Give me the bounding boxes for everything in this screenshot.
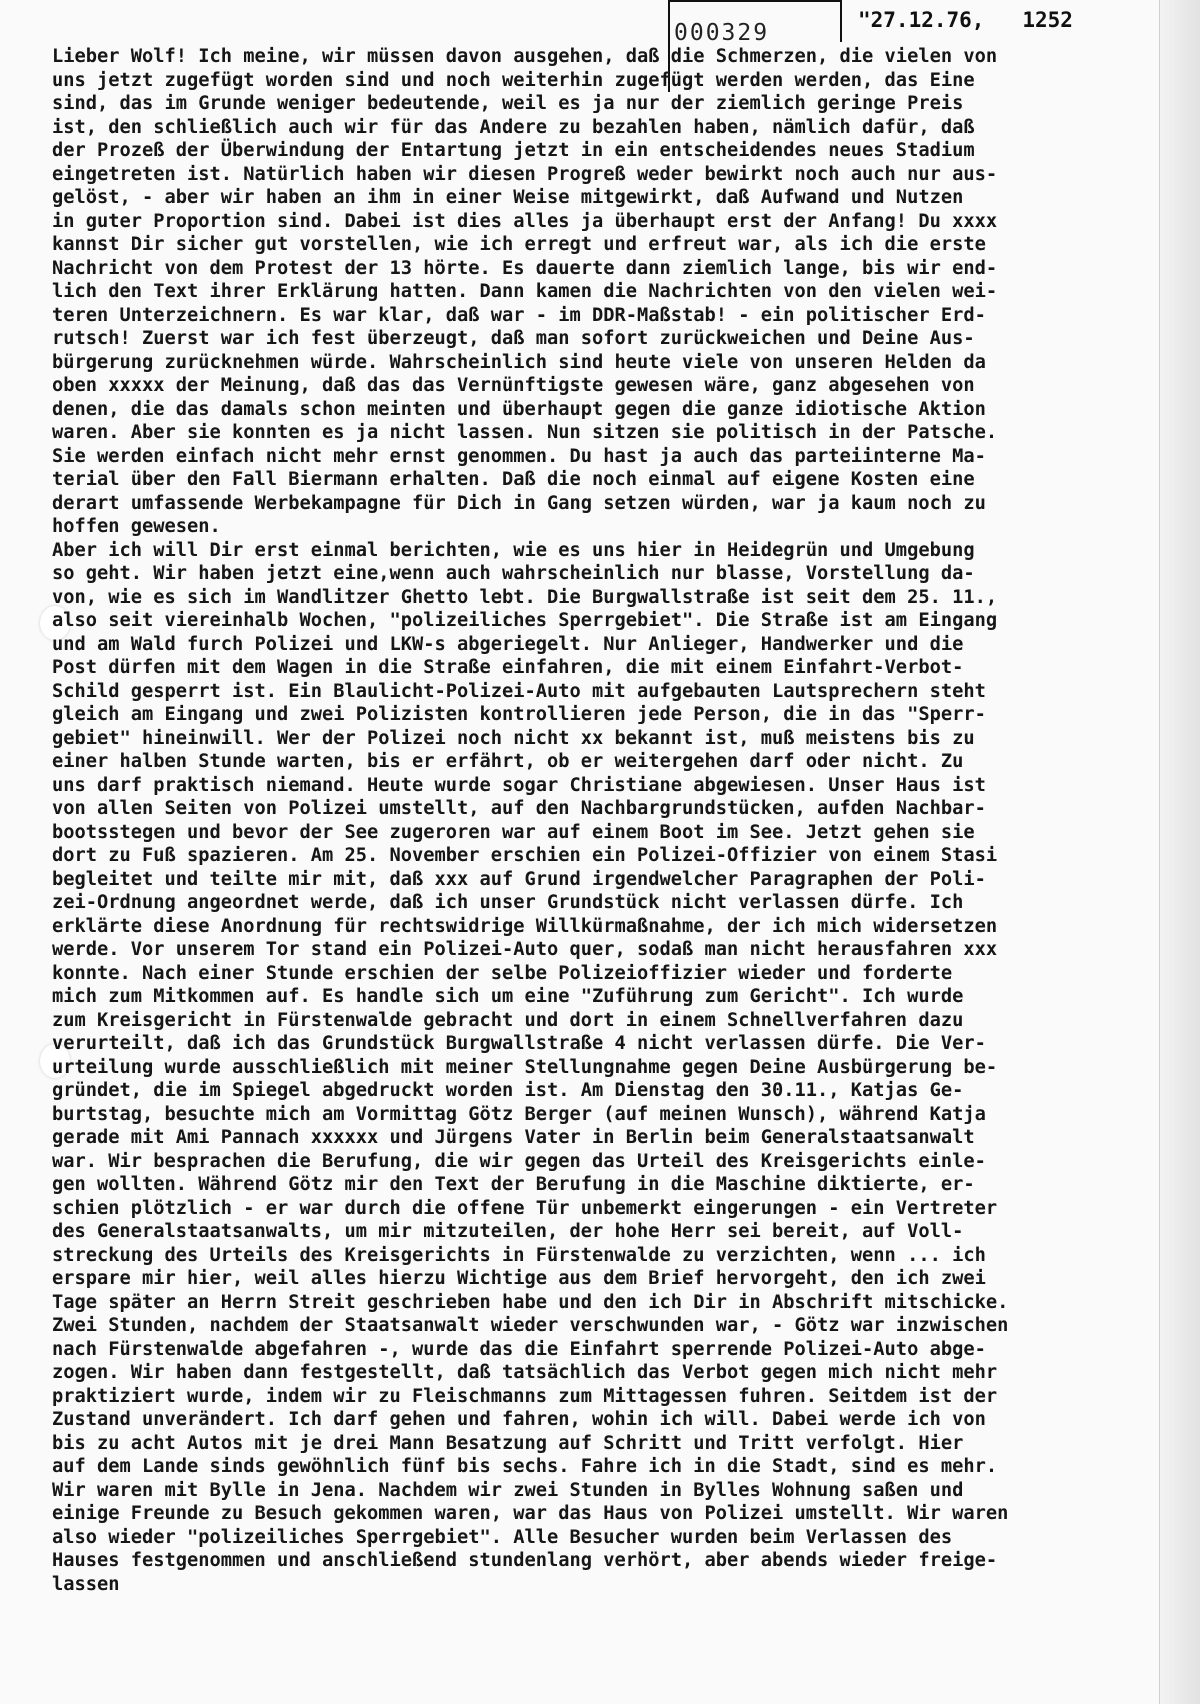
page-edge-shadow [1159, 0, 1200, 1704]
letter-line: Post dürfen mit dem Wagen in die Straße einfahren, die mit einem Einfahrt-Verbot- [52, 657, 964, 678]
letter-line: terial über den Fall Biermann erhalten. Daß die noch einmal auf eigene Kosten eine [52, 469, 975, 490]
letter-line: rutsch! Zuerst war ich fest überzeugt, daß man sofort zurückweichen und Deine Aus- [52, 328, 975, 349]
letter-line: Schild gesperrt ist. Ein Blaulicht-Polizei-Auto mit aufgebauten Lautsprechern steht [52, 680, 986, 702]
letter-line: mich zum Mitkommen auf. Es handle sich um eine "Zuführung zum Gericht". Ich wurde [52, 986, 964, 1007]
letter-line: bis zu acht Autos mit je drei Mann Besatzung auf Schritt und Tritt verfolgt. Hier [52, 1432, 964, 1454]
letter-line: gründet, die im Spiegel abgedruckt worden ist. Am Dienstag den 30.11., Katjas Ge- [52, 1080, 964, 1101]
letter-line: oben xxxxx der Meinung, daß das das Vernünftigste gewesen wäre, ganz abgesehen von [52, 375, 975, 396]
letter-line: begleitet und teilte mir mit, daß xxx auf Grund irgendwelcher Paragraphen der Poli- [52, 868, 986, 890]
letter-line: dort zu Fuß spazieren. Am 25. November erschien ein Polizei-Offizier von einem Stasi [52, 845, 998, 866]
letter-line: zum Kreisgericht in Fürstenwalde gebracht und dort in einem Schnellverfahren dazu [52, 1009, 964, 1031]
letter-line: Aber ich will Dir erst einmal berichten, wie es uns hier in Heidegrün und Umgebung [52, 539, 975, 561]
letter-line: bootsstegen und bevor der See zugeroren war auf einem Boot im See. Jetzt gehen sie [52, 821, 975, 843]
stamp-line-right [840, 0, 842, 42]
letter-line: urteilung wurde ausschließlich mit meiner Stellungnahme gegen Deine Ausbürgerung be- [52, 1056, 998, 1078]
letter-line: in guter Proportion sind. Dabei ist dies alles ja überhaupt erst der Anfang! Du xxxx [52, 210, 998, 232]
letter-line: kannst Dir sicher gut vorstellen, wie ich erregt und erfreut war, als ich die erste [52, 234, 986, 255]
letter-line: Zustand unverändert. Ich darf gehen und fahren, wohin ich will. Dabei werde ich von [52, 1409, 986, 1430]
letter-line: gelöst, - aber wir haben an ihm in einer Weise mitgewirkt, daß Aufwand und Nutzen [52, 187, 964, 208]
letter-line: nach Fürstenwalde abgefahren -, wurde das die Einfahrt sperrende Polizei-Auto abge- [52, 1338, 986, 1360]
letter-line: so geht. Wir haben jetzt eine,wenn auch wahrscheinlich nur blasse, Vorstellung da- [52, 563, 975, 584]
stamp-line-top [668, 0, 840, 2]
letter-line: eingetreten ist. Natürlich haben wir diesen Progreß weder bewirkt noch auch nur aus- [52, 163, 998, 185]
archive-number-stamp: 000329 [674, 20, 770, 46]
letter-line: uns jetzt zugefügt worden sind und noch weiterhin zugefügt werden werden, das Eine [52, 69, 975, 91]
letter-line: und am Wald furch Polizei und LKW-s abgeriegelt. Nur Anlieger, Handwerker und die [52, 633, 964, 655]
date-reference-header: "27.12.76, 1252 [858, 8, 1073, 32]
letter-line: verurteilt, daß ich das Grundstück Burgwallstraße 4 nicht verlassen dürfe. Die Ver- [52, 1033, 986, 1054]
letter-line: Sie werden einfach nicht mehr ernst genommen. Du hast ja auch das parteiinterne Ma- [52, 445, 986, 467]
letter-line: schien plötzlich - er war durch die offene Tür unbemerkt eingerungen - ein Vertreter [52, 1197, 998, 1219]
letter-line: derart umfassende Werbekampagne für Dich in Gang setzen würden, war ja kaum noch zu [52, 492, 986, 514]
letter-line: konnte. Nach einer Stunde erschien der selbe Polizeioffizier wieder und forderte [52, 962, 953, 984]
letter-line: lich den Text ihrer Erklärung hatten. Dann kamen die Nachrichten von den vielen wei- [52, 281, 998, 302]
letter-line: streckung des Urteils des Kreisgerichts in Fürstenwalde zu verzichten, wenn ... ich [52, 1244, 986, 1266]
letter-line: gleich am Eingang und zwei Polizisten kontrollieren jede Person, die in das "Sperr- [52, 704, 986, 725]
letter-line: hoffen gewesen. [52, 516, 221, 537]
letter-line: von, wie es sich im Wandlitzer Ghetto lebt. Die Burgwallstraße ist seit dem 25. 11., [52, 586, 998, 608]
letter-line: also wieder "polizeiliches Sperrgebiet". Alle Besucher wurden beim Verlassen des [52, 1526, 953, 1548]
letter-line: der Prozeß der Überwindung der Entartung jetzt in ein entscheidendes neues Stadium [52, 140, 975, 161]
letter-line: waren. Aber sie konnten es ja nicht lassen. Nun sitzen sie politisch in der Patsche. [52, 422, 998, 443]
letter-line: Nachricht von dem Protest der 13 hörte. Es dauerte dann ziemlich lange, bis wir end- [52, 257, 998, 279]
letter-line: Tage später an Herrn Streit geschrieben habe und den ich Dir in Abschrift mitschicke. [52, 1291, 1009, 1313]
letter-line: teren Unterzeichnern. Es war klar, daß war - im DDR-Maßstab! - ein politischer Erd- [52, 304, 986, 326]
letter-line: praktiziert wurde, indem wir zu Fleischmanns zum Mittagessen fuhren. Seitdem ist der [52, 1385, 998, 1407]
letter-line: Wir waren mit Bylle in Jena. Nachdem wir zwei Stunden in Bylles Wohnung saßen und [52, 1479, 964, 1501]
letter-line: einige Freunde zu Besuch gekommen waren, war das Haus von Polizei umstellt. Wir waren [52, 1503, 1009, 1524]
letter-line: burtstag, besuchte mich am Vormittag Götz Berger (auf meinen Wunsch), während Katja [52, 1103, 986, 1125]
letter-line: erspare mir hier, weil alles hierzu Wichtige aus dem Brief hervorgeht, den ich zwei [52, 1268, 986, 1289]
letter-line: auf dem Lande sinds gewöhnlich fünf bis sechs. Fahre ich in die Stadt, sind es mehr. [52, 1456, 998, 1477]
letter-line: von allen Seiten von Polizei umstellt, auf den Nachbargrundstücken, aufden Nachbar- [52, 798, 986, 819]
letter-line: Hauses festgenommen und anschließend stundenlang verhört, aber abends wieder freige- [52, 1550, 998, 1571]
letter-line: gen wollten. Während Götz mir den Text der Berufung in die Maschine diktierte, er- [52, 1174, 975, 1195]
letter-line: ist, den schließlich auch wir für das Andere zu bezahlen haben, nämlich dafür, daß [52, 116, 975, 138]
letter-line: denen, die das damals schon meinten und überhaupt gegen die ganze idiotische Aktion [52, 398, 986, 420]
letter-line: Zwei Stunden, nachdem der Staatsanwalt wieder verschwunden war, - Götz war inzwischen [52, 1315, 1009, 1336]
letter-body [52, 45, 1132, 1596]
letter-line: des Generalstaatsanwalts, um mir mitzuteilen, der hohe Herr sei bereit, auf Voll- [52, 1221, 964, 1242]
letter-line: also seit viereinhalb Wochen, "polizeiliches Sperrgebiet". Die Straße ist am Eingang [52, 610, 998, 631]
letter-line: zei-Ordnung angeordnet werde, daß ich unser Grundstück nicht verlassen dürfe. Ich [52, 892, 964, 913]
letter-line: uns darf praktisch niemand. Heute wurde sogar Christiane abgewiesen. Unser Haus ist [52, 774, 986, 796]
letter-line: war. Wir besprachen die Berufung, die wir gegen das Urteil des Kreisgerichts einle- [52, 1150, 986, 1172]
letter-line: erklärte diese Anordnung für rechtswidrige Willkürmaßnahme, der ich mich widersetzen [52, 915, 998, 937]
letter-line: Lieber Wolf! Ich meine, wir müssen davon ausgehen, daß die Schmerzen, die vielen von [52, 46, 998, 67]
letter-line: lassen [52, 1573, 120, 1595]
letter-line: bürgerung zurücknehmen würde. Wahrscheinlich sind heute viele von unseren Helden da [52, 351, 986, 373]
letter-line: werde. Vor unserem Tor stand ein Polizei-Auto quer, sodaß man nicht herausfahren xxx [52, 939, 998, 960]
letter-line: zogen. Wir haben dann festgestellt, daß tatsächlich das Verbot gegen mich nicht mehr [52, 1362, 998, 1383]
letter-line: gerade mit Ami Pannach xxxxxx und Jürgens Vater in Berlin beim Generalstaatsanwalt [52, 1127, 975, 1148]
letter-line: gebiet" hineinwill. Wer der Polizei noch nicht xx bekannt ist, muß meistens bis zu [52, 727, 975, 749]
letter-line: sind, das im Grunde weniger bedeutende, weil es ja nur der ziemlich geringe Preis [52, 93, 964, 114]
letter-line: einer halben Stunde warten, bis er erfährt, ob er weitergehen darf oder nicht. Zu [52, 751, 964, 772]
